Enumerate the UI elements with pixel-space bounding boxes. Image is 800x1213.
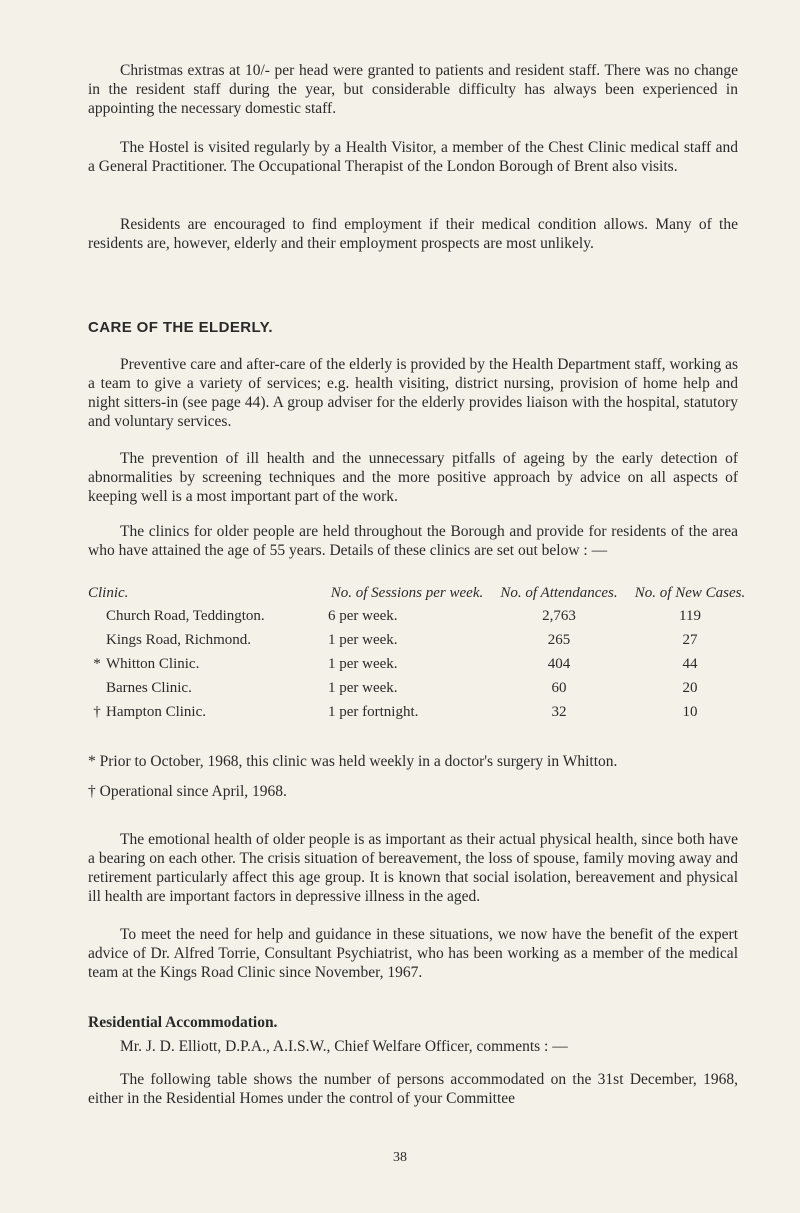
paragraph-text: The Hostel is visited regularly by a Health Visitor, a member of the Chest Clinic medical staff and a General Practitioner. The Occupational Therapist of the London Borough of Brent also visits. — [88, 139, 738, 175]
header-sessions: No. of Sessions per week. — [330, 585, 484, 601]
paragraph-text: Preventive care and after-care of the elderly is provided by the Health Department staff, working as a team to give a variety of services; e.g. health visiting, district nursing, provision of home help and night sitters-in (see page 44). A group adviser for the elderly provides liaison with the hospital, statutory and voluntary services. — [88, 356, 738, 430]
header-clinic: Clinic. — [88, 585, 129, 601]
new-cases-cell: 44 — [682, 656, 698, 672]
attendances-cell: 404 — [547, 656, 571, 672]
paragraph-emotional-health — [88, 830, 738, 906]
sessions-cell: 1 per week. — [328, 656, 398, 672]
paragraph-text: Christmas extras at 10/- per head were granted to patients and resident staff. There was no change in the resident staff during the year, but considerable difficulty has always been experienced in appointing the necessary domestic staff. — [88, 62, 738, 117]
paragraph-text: Mr. J. D. Elliott, D.P.A., A.I.S.W., Chief Welfare Officer, comments : — — [120, 1038, 568, 1055]
new-cases-cell: 20 — [682, 680, 698, 696]
paragraph-prevention-ill-health — [88, 449, 738, 506]
header-new-cases: No. of New Cases. — [634, 585, 746, 601]
paragraph-text: The clinics for older people are held throughout the Borough and provide for residents of the area who have attained the age of 55 years. Details of these clinics are set out below : — — [88, 523, 738, 559]
paragraph-psychiatrist — [88, 925, 738, 982]
row-mark: † — [93, 704, 101, 720]
attendances-cell: 2,763 — [542, 608, 576, 624]
paragraph-preventive-care — [88, 355, 738, 431]
paragraph-text: To meet the need for help and guidance in these situations, we now have the benefit of the expert advice of Dr. Alfred Torrie, Consultant Psychiatrist, who has been working as a member of the medical team at the Kings Road Clinic since November, 1967. — [88, 926, 738, 981]
table-row — [88, 698, 748, 722]
paragraph-clinics-intro — [88, 522, 738, 560]
paragraph-christmas-extras — [88, 61, 738, 118]
section-heading-residential: Residential Accommodation. — [88, 1014, 278, 1031]
table-row — [88, 674, 748, 698]
paragraph-following-table — [88, 1070, 738, 1108]
table-row — [88, 626, 748, 650]
attendances-cell: 32 — [551, 704, 567, 720]
paragraph-text: The prevention of ill health and the unnecessary pitfalls of ageing by the early detection of abnormalities by screening techniques and the more positive approach by advice on all aspects of keeping well is a most important part of the work. — [88, 450, 738, 505]
footnote-star: * Prior to October, 1968, this clinic was held weekly in a doctor's surgery in Whitton. — [88, 753, 618, 770]
sessions-cell: 1 per week. — [328, 632, 398, 648]
sessions-cell: 6 per week. — [328, 608, 398, 624]
paragraph-text: The emotional health of older people is as important as their actual physical health, since both have a bearing on each other. The crisis situation of bereavement, the loss of spouse, family moving away and retirement particularly affect this age group. It is known that social isolation, bereavement and physical ill health are important factors in depressive illness in the aged. — [88, 831, 738, 905]
table-row — [88, 650, 748, 674]
clinic-name: Kings Road, Richmond. — [106, 632, 251, 648]
paragraph-text: The following table shows the number of persons accommodated on the 31st December, 1968, either in the Residential Homes under the control of your Committee — [88, 1071, 738, 1107]
attendances-cell: 60 — [551, 680, 567, 696]
page-number: 38 — [393, 1150, 407, 1165]
new-cases-cell: 27 — [682, 632, 698, 648]
clinic-name: Whitton Clinic. — [106, 656, 200, 672]
paragraph-residents-employment — [88, 215, 738, 253]
clinics-table — [88, 578, 748, 722]
clinic-name: Church Road, Teddington. — [106, 608, 265, 624]
attendances-cell: 265 — [547, 632, 571, 648]
footnote-dagger: † Operational since April, 1968. — [88, 783, 287, 800]
table-row — [88, 602, 748, 626]
table-header-row — [88, 578, 748, 602]
section-heading-care-of-elderly: CARE OF THE ELDERLY. — [88, 319, 273, 336]
clinic-name: Barnes Clinic. — [106, 680, 192, 696]
paragraph-hostel-visits — [88, 138, 738, 176]
paragraph-welfare-officer — [88, 1037, 738, 1056]
paragraph-text: Residents are encouraged to find employment if their medical condition allows. Many of the residents are, however, elderly and their employment prospects are most unlikely. — [88, 216, 738, 252]
new-cases-cell: 119 — [679, 608, 701, 624]
header-attendances: No. of Attendances. — [500, 585, 618, 601]
new-cases-cell: 10 — [682, 704, 698, 720]
clinic-name: Hampton Clinic. — [106, 704, 206, 720]
row-mark: * — [93, 656, 101, 672]
sessions-cell: 1 per fortnight. — [328, 704, 419, 720]
sessions-cell: 1 per week. — [328, 680, 398, 696]
